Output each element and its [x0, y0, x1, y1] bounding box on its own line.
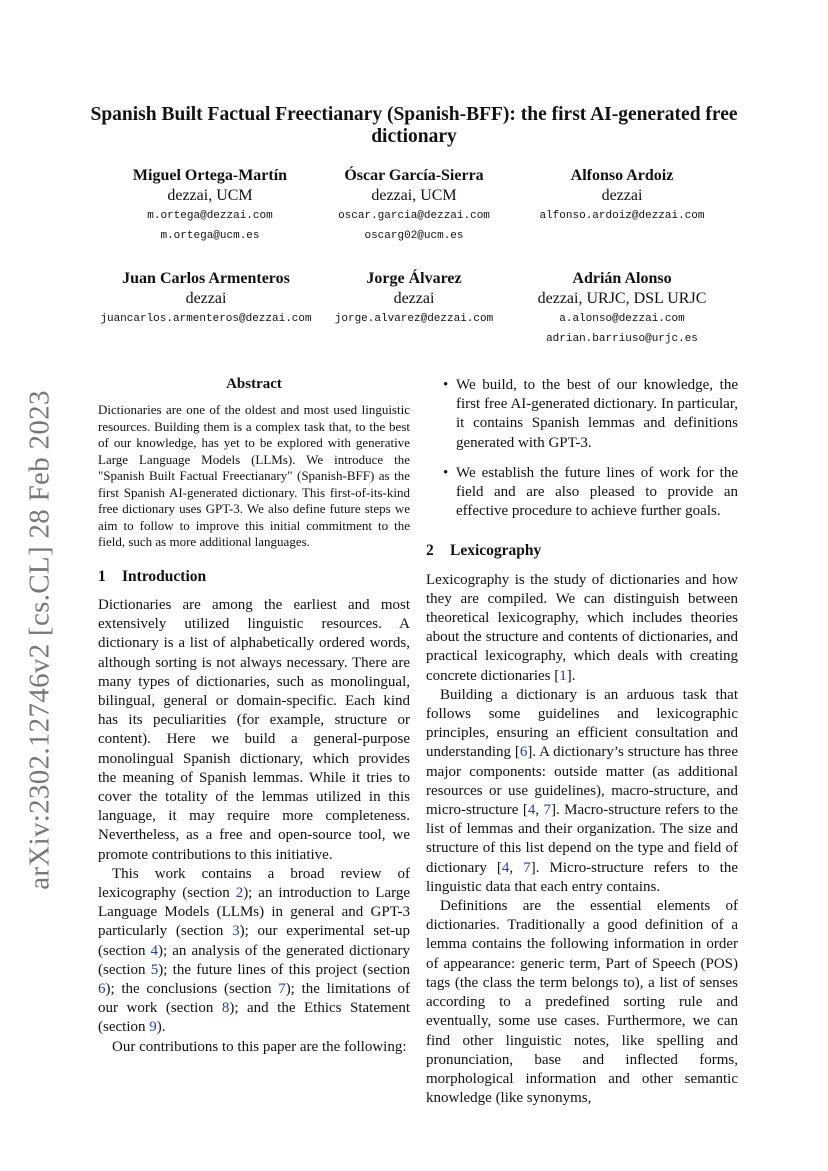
- author-affiliation: dezzai: [601, 187, 643, 204]
- author-name: Alfonso Ardoiz: [570, 167, 674, 184]
- author-email[interactable]: adrian.barriuso@urjc.es: [546, 333, 698, 345]
- list-item: • We establish the future lines of work for the field and are also pleased to provide an effective procedure to achieve further goals.: [443, 464, 738, 520]
- author-name: Óscar García-Sierra: [344, 167, 484, 184]
- citation-link[interactable]: 4: [527, 802, 536, 819]
- author-email[interactable]: oscar.garcia@dezzai.com: [338, 210, 490, 222]
- section-link[interactable]: 9: [149, 1019, 157, 1036]
- right-column: [426, 376, 738, 1108]
- author-affiliation: dezzai: [185, 290, 227, 307]
- lexicography-paragraph-1: Lexicography is the study of dictionaries and how they are compiled. We can distinguish between theoretical lexicography, which includes theories about the structure and contents of dictionaries, and practical lexicography, which deals with creating concrete dictionaries [1].: [426, 571, 738, 684]
- author-email[interactable]: m.ortega@ucm.es: [160, 230, 260, 242]
- section-number: 1: [98, 567, 106, 585]
- citation-link[interactable]: 1: [559, 667, 567, 684]
- section-link[interactable]: 5: [150, 961, 159, 978]
- lexicography-paragraph-2: Building a dictionary is an arduous task that follows some guidelines and lexicographic principles, ensuring an efficient consultation and understanding [6]. A dictionary’s structure has three major components: outside matter (as additional resources or use guidelines), macro-structure, and micro-structure [4, 7]. Macro-structure refers to the list of lemmas and their organization. The size and structure of this list depend on the type and field of dictionary [4, 7]. Micro-structure refers to the linguistic data that each entry contains.: [426, 686, 739, 895]
- citation-link[interactable]: 4: [501, 859, 510, 876]
- author-name: Jorge Álvarez: [366, 270, 462, 287]
- author-affiliation: dezzai, URJC, DSL URJC: [537, 290, 707, 307]
- bullet-icon: •: [443, 377, 449, 393]
- author-block: [96, 269, 316, 329]
- section-heading-lexicography: [426, 541, 738, 560]
- abstract-text: Dictionaries are one of the oldest and most used linguistic resources. Building them is a complex task that, to the best of our knowledge, has yet to be explored with generative Large Language Models (LLMs). We introduce the "Spanish Built Factual Freectianary" (Spanish-BFF) as the first Spanish AI-generated dictionary. This first-of-its-kind free dictionary uses GPT-3. We also define future steps we aim to follow to improve this initial commitment to the field, such as more additional languages.: [98, 402, 410, 550]
- section-title: Lexicography: [450, 542, 542, 560]
- author-email[interactable]: juancarlos.armenteros@dezzai.com: [100, 313, 312, 325]
- left-column: [98, 375, 410, 1057]
- author-email[interactable]: jorge.alvarez@dezzai.com: [334, 313, 494, 325]
- intro-paragraph-2: This work contains a broad review of lexicography (section 2); an introduction to Large Language Models (LLMs) in general and GPT-3 particularly (section 3); our experimental set-up (section 4); an analysis of the generated dictionary (section 5); the future lines of this project (section 6); the conclusions (section 7); the limitations of our work (section 8); and the Ethics Statement (section 9).: [98, 865, 411, 1036]
- author-email[interactable]: m.ortega@dezzai.com: [147, 210, 273, 222]
- author-block: [304, 269, 524, 329]
- author-email[interactable]: a.alonso@dezzai.com: [559, 313, 685, 325]
- section-link[interactable]: 8: [221, 1000, 230, 1017]
- section-title: Introduction: [122, 567, 207, 585]
- paper-title: Spanish Built Factual Freectianary (Spanish-BFF): the first AI-generated free dictionary: [90, 104, 738, 147]
- contributions-list: [426, 376, 738, 521]
- section-link[interactable]: 3: [232, 923, 240, 940]
- section-link[interactable]: 7: [278, 980, 286, 997]
- bullet-icon: •: [443, 464, 449, 481]
- arxiv-stamp-text: arXiv:2302.12746v2 [cs.CL] 28 Feb 2023: [23, 390, 56, 890]
- author-block: [512, 166, 732, 226]
- author-name: Miguel Ortega-Martín: [132, 167, 288, 184]
- section-link[interactable]: 2: [235, 884, 244, 901]
- author-block: [100, 166, 320, 246]
- intro-paragraph-3: Our contributions to this paper are the following:: [112, 1038, 407, 1055]
- section-link[interactable]: 6: [98, 980, 106, 997]
- section-heading-introduction: [98, 567, 410, 586]
- author-affiliation: dezzai, UCM: [167, 187, 253, 204]
- author-name: Adrián Alonso: [572, 270, 672, 287]
- author-email[interactable]: oscarg02@ucm.es: [364, 230, 464, 242]
- section-number: 2: [426, 542, 434, 560]
- citation-link[interactable]: 7: [523, 859, 531, 876]
- abstract-heading: Abstract: [226, 376, 282, 392]
- author-block: [512, 269, 732, 349]
- citation-link[interactable]: 6: [519, 744, 528, 761]
- author-name: Juan Carlos Armenteros: [122, 270, 290, 287]
- author-affiliation: dezzai, UCM: [371, 187, 457, 204]
- lexicography-paragraph-3: Definitions are the essential elements of dictionaries. Traditionally a good definition of a lemma contains the following information in order of appearance: generic term, Part of Speech (POS) tags (the class the term belongs to), a list of senses according to a predefined sorting rule and eventually, some use cases. Furthermore, we can find other linguistic notes, like spelling and pronunciation, base and inflected forms, morphological information and other semantic knowledge (like synonyms,: [426, 898, 738, 1107]
- author-block: [304, 166, 524, 246]
- arxiv-stamp: [20, 380, 60, 900]
- intro-paragraph-1: Dictionaries are among the earliest and most extensively utilized linguistic resources. A dictionary is a list of alphabetically ordered words, although sorting is not always necessary. There are many types of dictionaries, such as monolingual, bilingual, general or domain-specific. Each kind has its peculiarities (for example, structure or content). Here we build a general-purpose monolingual Spanish dictionary, which provides the meaning of Spanish lemmas. While it tries to cover the totality of the lemmas utilized in this language, it may require more completeness. Nevertheless, as a free and open-source tool, we promote contributions to this initiative.: [98, 596, 410, 863]
- citation-link[interactable]: 7: [543, 802, 551, 819]
- list-item: • We build, to the best of our knowledge, the first free AI-generated dictionary. In particular, it contains Spanish lemmas and definitions generated with GPT-3.: [443, 377, 738, 451]
- author-affiliation: dezzai: [393, 290, 435, 307]
- section-link[interactable]: 4: [150, 942, 159, 959]
- author-email[interactable]: alfonso.ardoiz@dezzai.com: [539, 210, 705, 222]
